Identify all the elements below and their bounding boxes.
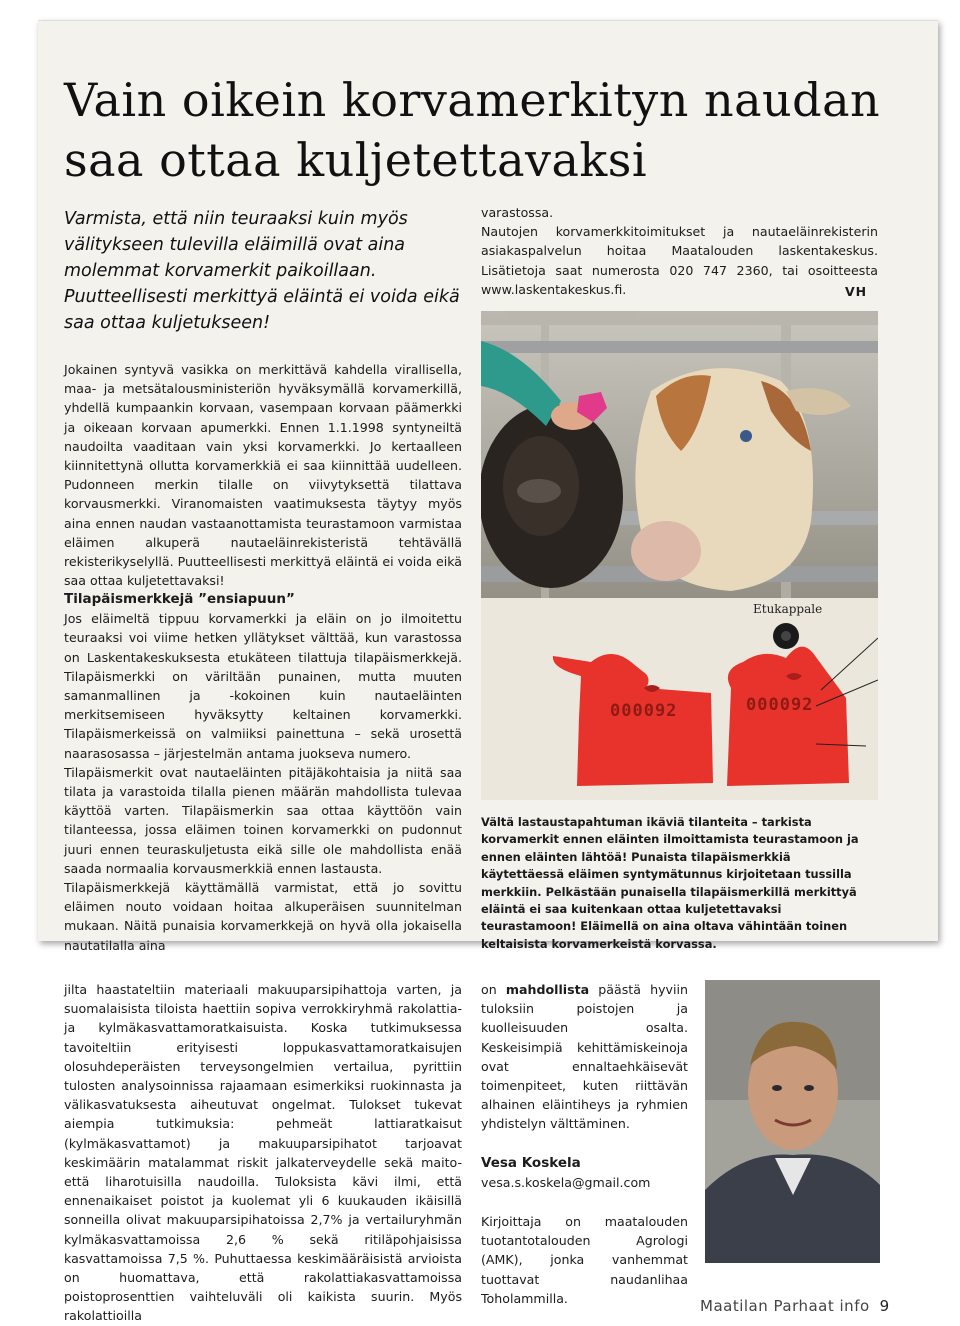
- tag-number-right: 000092: [746, 695, 814, 715]
- section-paragraph-3: Tilapäismerkkejä käyttämällä varmistat, että jo sovittu eläimen nouto voidaan hoitaa alkuperäisen suunnitelman mukaan. Näitä punaisia korvamerkkejä on hyvä olla jokaisella nautatilalla aina: [64, 880, 462, 953]
- cattle-photo: [481, 311, 878, 631]
- tag-label: Etukappale: [753, 602, 823, 616]
- body-left-intro: [64, 360, 462, 590]
- lower-col2: [481, 980, 688, 1308]
- right-paragraph-1: varastossa.: [481, 205, 554, 220]
- col2-pre: on: [481, 982, 506, 997]
- subhead: Tilapäismerkkejä ”ensiapuun”: [64, 591, 295, 607]
- lede: Varmista, että niin teuraaksi kuin myös välitykseen tulevilla eläimillä ovat aina molemmat korvamerkit paikoillaan. Puutteellisesti merkittyä eläintä ei voida eikä saa ottaa kuljetukseen!: [64, 209, 460, 333]
- intro-paragraph: Jokainen syntyvä vasikka on merkittävä kahdella virallisella, maa- ja metsätalousministeriön hyväksymällä korvamerkillä, yhdellä kumpaankin korvaan, vasempaan korvaan päämerkki ja oikeaan korvaan apumerkki. Ennen 1.1.1998 syntyneiltä naudoilta vaaditaan vain yksi korvamerkki. Jo kertaalleen kiinnitettynä ollutta korvamerkkiä ei saa kiinnittää uudelleen. Pudonneen merkin tilalle on viivytyksettä tilattava korvausmerkki. Viranomaisten vaatimuksesta täytyy myös aina ennen naudan vastaanottamista teurastamoon varmistaa eläimen alkuperä nautaeläinrekisteristä tehtävällä rekisterikyselyllä. Puutteellisesti merkittyä eläintä ei voida eikä saa ottaa kuljetettavaksi!: [64, 362, 462, 589]
- body-left-section: [64, 590, 462, 955]
- section-paragraph-1: Jos eläimeltä tippuu korvamerkki ja eläin on jo ilmoitettu teuraaksi voi viime hetken yllätykset välttää, kun varastossa on Laskentakeskuksesta etukäteen tilattuja tilapäismerkkejä. Tilapäismerkki on väriltään punainen, mutta muuten samanmallinen ja -kokoinen kuin nautaeläinten merkitsemiseen hyväksytty keltainen korvamerkki. Tilapäismerkeissä on valmiiksi painettuna – sekä urosettä naarasosassa – järjestelmän antama juokseva numero.: [64, 611, 462, 761]
- photo-caption: Vältä lastaustapahtuman ikäviä tilanteita – tarkista korvamerkit ennen eläinten ilmoittamista teurastamoon ja ennen eläinten lähtöä! Punaista tilapäismerkkiä käytettäessä eläimen syntymätunnus kirjoitetaan tussilla merkkiin. Pelkästään punaisella tilapäismerkillä merkittyä eläintä ei saa kuitenkaan ottaa kuljetettavaksi teurastamoon! Eläimellä on aina oltava vähintään toinen keltaisista korvamerkeistä korvassa.: [481, 815, 859, 951]
- lower-col1-text: jilta haastateltiin materiaali makuuparsipihattoja varten, ja suomalaisista tiloista haettiin sopiva verrokkiryhmä rakolattia- ja kylmäkasvattamoratkaisuista. Koska tutkimuksessa tavoiteltiin erityisesti loppukasvattamoratkaisujen olosuhdeperäisten terveysongelmien vertailua, pyrittiin tulosten analysoinnissa rajaamaan esimerkiksi ruokinnasta ja välikasvatuksesta aiheutuvat ongelmat. Tulokset tukevat aiempia tutkimuksia: pehmeät lattiaratkaisut (kylmäkasvattamot) ja makuuparsipihatot tarjoavat keskimäärin matalammat riskit jalkaterveydelle sekä maito- että liharotuisilla naudoilla. Tuloksista kävi ilmi, että ennenaikaiset poistot ja kuolemat yli 6 kuukauden ikäisillä sonneilla olivat makuuparsipihatoissa 2,7% ja vertailuryhmän kylmäkasvattamoissa 2,6 % sekä ritiläpohjaisissa kasvattamoissa 7,5 %. Puhuttaessa keskimääräisistä arvioista on huomattava, että rakolattiakasvattamoissa poistoprosenttien vaihteluväli oli kaikista suurin. Myös rakolattioilla: [64, 982, 462, 1324]
- headline: Vain oikein korvamerkityn naudan saa ottaa kuljetettavaksi: [64, 73, 881, 187]
- lower-col1: [64, 980, 462, 1326]
- author-bio: Kirjoittaja on maatalouden tuotantotalouden Agrologi (AMK), jonka vanhemmat tuottavat naudanlihaa Toholammilla.: [481, 1214, 688, 1306]
- publication-name: Maatilan Parhaat info: [700, 1297, 870, 1315]
- signature: VH: [845, 284, 868, 299]
- lower-col2-text: [481, 980, 688, 1134]
- col2-bold: mahdollista: [505, 982, 590, 997]
- author-portrait: [705, 980, 880, 1263]
- cattle-illustration: [481, 311, 878, 631]
- page-number: 9: [879, 1297, 890, 1315]
- tag-number-left: 000092: [610, 701, 678, 721]
- page-footer: [700, 1297, 890, 1315]
- right-paragraph-2: Nautojen korvamerkkitoimitukset ja nautaeläinrekisterin asiakaspalvelun hoitaa Maatalouden laskentakeskus. Lisätietoja saat numerosta 020 747 2360, tai osoitteesta www.laskentakeskus.fi.: [481, 224, 878, 297]
- author-email: vesa.s.koskela@gmail.com: [481, 1174, 651, 1190]
- body-right-top: [481, 203, 878, 299]
- ear-tags-photo: [481, 598, 878, 800]
- col2-post: päästä hyviin tuloksiin poistojen ja kuolleisuuden osalta. Keskeisimpiä kehittämiskeinoja ovat ennaltaehkäisevät toimenpiteet, kuten riittävän alhainen eläintiheys ja ryhmien yhdistelyn välttäminen.: [481, 982, 688, 1132]
- section-paragraph-2: Tilapäismerkit ovat nautaeläinten pitäjäkohtaisia ja niitä saa tilata ja varastoida tilalla pienen määrän mahdollista tulevaa käyttöä varten. Tilapäismerkin saa ottaa käyttöön vain tilanteessa, jossa eläimen toinen korvamerkki on pudonnut juuri ennen teuraskuljetusta eikä sille ole mahdollista enää saada normaalia korvausmerkkiä ennen lastausta.: [64, 764, 462, 876]
- author-illustration: [705, 980, 880, 1263]
- author-name: Vesa Koskela: [481, 1154, 581, 1171]
- red-ear-tags-illustration: [481, 598, 878, 800]
